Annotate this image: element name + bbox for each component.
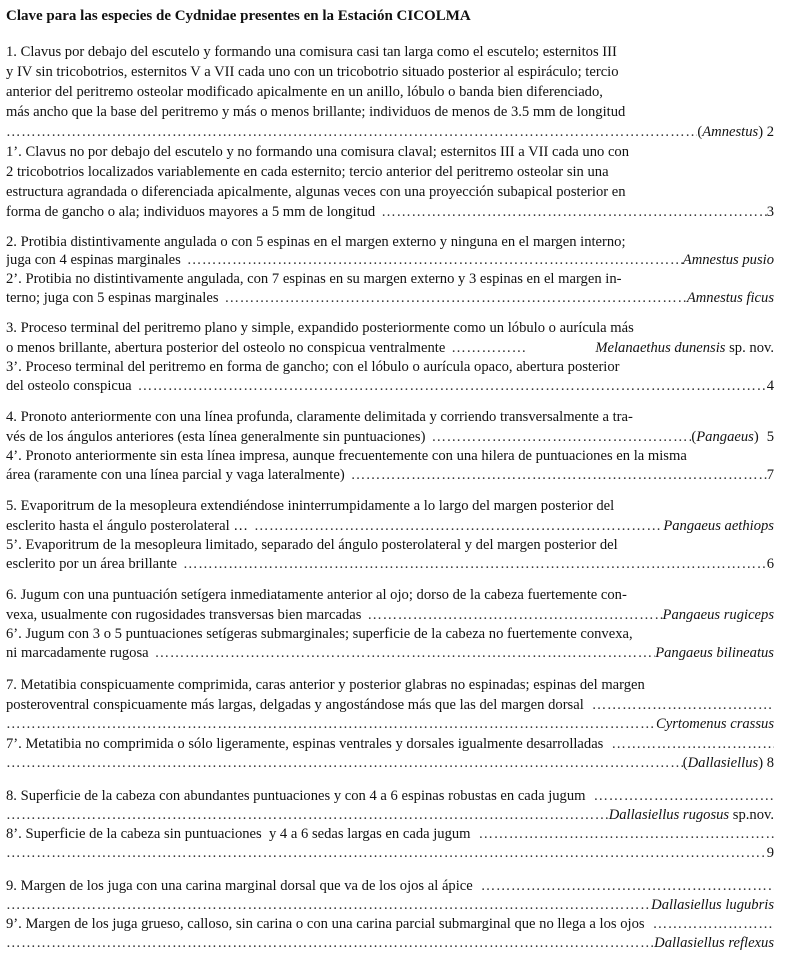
couplet-1-alt-line-1: 1’. Clavus no por debajo del escutelo y no formando una comisura claval; esternitos III a VII cada uno con (6, 144, 630, 160)
couplet-4-result: vés de los ángulos anteriores (esta línea generalmente sin puntuaciones) ………………………………………………………………………………………………………………………………………………………………………………………………………………………………………………………………… (Pangaeus) 5 (6, 427, 774, 447)
couplet-8-taxon: Dallasiellus rugosus (608, 807, 730, 823)
couplet-7-alt-taxon: Dallasiellus (687, 755, 759, 771)
couplet-1-alt-goto: 3 (766, 204, 774, 220)
couplet-1-line-2: y IV sin tricobotrios, esternitos V a VII cada uno con un tricobotrio situado posterior al espiráculo; tercio (6, 64, 619, 80)
couplet-5-alt-line-1: 5’. Evaporitrum de la mesopleura limitado, separado del ángulo posterolateral y del margen posterior del (6, 537, 618, 553)
couplet-5-alt-line-2: esclerito por un área brillante (6, 556, 177, 572)
couplet-9-alt-line-1: 9’. Margen de los juga grueso, calloso, sin carina o con una carina parcial submarginal que no llega a los ojos (6, 916, 645, 932)
couplet-8-result (6, 805, 774, 825)
couplet-9-line-1: 9. Margen de los juga con una carina marginal dorsal que va de los ojos al ápice (6, 878, 473, 894)
couplet-9-result (6, 895, 774, 915)
couplet-5-line-2: esclerito hasta el ángulo posterolateral … (6, 518, 248, 534)
couplet-3-suffix: sp. nov. (725, 340, 774, 356)
couplet-9-alt-line-1-row (6, 914, 774, 934)
couplet-8-alt-line-1-row (6, 824, 774, 844)
couplet-9-line-1-row (6, 876, 774, 896)
couplet-1-taxon: Amnestus (702, 124, 759, 140)
couplet-2-alt-line-2: terno; juga con 5 espinas marginales (6, 290, 219, 306)
couplet-2-alt-line-1: 2’. Protibia no distintivamente angulada, con 7 espinas en su margen externo y 3 espinas en el margen in- (6, 271, 622, 287)
couplet-6-result (6, 605, 774, 625)
couplet-1-alt-line-3: estructura agrandada o diferenciada apicalmente, algunas veces con una proyección subapical posterior en (6, 184, 626, 200)
couplet-6-alt-taxon: Pangaeus bilineatus (655, 645, 774, 661)
couplet-6-alt-result (6, 643, 774, 663)
couplet-5-taxon: Pangaeus aethiops (663, 518, 774, 534)
couplet-3-line-1: 3. Proceso terminal del peritremo plano y simple, expandido posteriormente como un lóbulo o aurícula más (6, 320, 634, 336)
couplet-2-result (6, 250, 774, 270)
couplet-8-line-1: 8. Superficie de la cabeza con abundantes puntuaciones y con 4 a 6 espinas robustas en cada jugum (6, 788, 586, 804)
couplet-2-taxon: Amnestus pusio (682, 252, 774, 268)
couplet-6-line-1: 6. Jugum con una puntuación setígera inmediatamente anterior al ojo; dorso de la cabeza fuertemente con- (6, 587, 627, 603)
couplet-1-line-3: anterior del peritremo osteolar modificado apicalmente en un anillo, lóbulo o banda bien diferenciado, (6, 84, 603, 100)
couplet-1-result: ………………………………………………………………………………………………………………………………………………………………………………………………………………………………………………………………… (Amnestus) 2 (6, 122, 774, 142)
couplet-3-alt-line-2: del osteolo conspicua (6, 378, 132, 394)
couplet-9-alt-taxon: Dallasiellus reflexus (654, 935, 774, 951)
couplet-4-alt-goto: 7 (766, 467, 774, 483)
couplet-2-line-2: juga con 4 espinas marginales (6, 252, 181, 268)
couplet-7-result (6, 714, 774, 734)
couplet-8-line-1-row (6, 786, 774, 806)
couplet-1-alt-line-2: 2 tricobotrios localizados variablemente en cada esternito; tercio anterior del peritremo osteolar sin una (6, 164, 609, 180)
couplet-3-alt-result (6, 376, 774, 396)
couplet-7-line-1: 7. Metatibia conspicuamente comprimida, caras anterior y posterior glabras no espinadas; espinas del margen (6, 677, 645, 693)
couplet-7-taxon: Cyrtomenus crassus (656, 716, 774, 732)
couplet-7-alt-goto: 8 (766, 755, 774, 771)
couplet-4-goto: 5 (766, 429, 774, 445)
document-title: Clave para las especies de Cydnidae presentes en la Estación CICOLMA (6, 8, 471, 24)
couplet-4-line-1: 4. Pronoto anteriormente con una línea profunda, claramente delimitada y corriendo transversalmente a tra- (6, 409, 633, 425)
couplet-3-line-2: o menos brillante, abertura posterior del osteolo no conspicua ventralmente (6, 340, 446, 356)
couplet-1-alt-line-4: forma de gancho o ala; individuos mayores a 5 mm de longitud (6, 204, 376, 220)
couplet-8-alt-goto: 9 (766, 845, 774, 861)
couplet-3-taxon: Melanaethus dunensis (595, 340, 726, 356)
couplet-3-alt-goto: 4 (766, 378, 774, 394)
couplet-7-line-2: posteroventral conspicuamente más largas, delgadas y angostándose más que las del margen dorsal (6, 697, 584, 713)
couplet-6-alt-line-2: ni marcadamente rugosa (6, 645, 149, 661)
couplet-2-alt-taxon: Amnestus ficus (686, 290, 774, 306)
couplet-2-alt-result (6, 288, 774, 308)
couplet-4-alt-result (6, 465, 774, 485)
couplet-7-line-2-row (6, 695, 774, 715)
couplet-7-alt-line-1-row (6, 734, 774, 754)
couplet-4-alt-line-1: 4’. Pronoto anteriormente sin esta línea impresa, aunque frecuentemente con una hilera de puntuaciones en la misma (6, 448, 687, 464)
couplet-9-alt-result (6, 933, 774, 953)
couplet-6-taxon: Pangaeus rugiceps (662, 607, 774, 623)
couplet-2-line-1: 2. Protibia distintivamente angulada o con 5 espinas en el margen externo y ninguna en el margen interno; (6, 234, 626, 250)
couplet-5-result (6, 516, 774, 536)
couplet-6-alt-line-1: 6’. Jugum con 3 o 5 puntuaciones setígeras submarginales; superficie de la cabeza no fuertemente convexa, (6, 626, 633, 642)
couplet-3-result (6, 338, 774, 358)
couplet-6-line-2: vexa, usualmente con rugosidades transversas bien marcadas (6, 607, 362, 623)
couplet-7-alt-result: ………………………………………………………………………………………………………………………………………………………………………………………………………………………………………………………………… (Dallasiellus) 8 (6, 753, 774, 773)
couplet-8-alt-result (6, 843, 774, 863)
couplet-5-alt-goto: 6 (766, 556, 774, 572)
couplet-4-alt-line-2: área (raramente con una línea parcial y vaga lateralmente) (6, 467, 345, 483)
couplet-1-goto: 2 (766, 124, 774, 140)
couplet-3-alt-line-1: 3’. Proceso terminal del peritremo en forma de gancho; con el lóbulo o aurícula opaco, abertura posterior (6, 359, 620, 375)
couplet-1-alt-result (6, 202, 774, 222)
couplet-5-line-1: 5. Evaporitrum de la mesopleura extendiéndose ininterrumpidamente a lo largo del margen posterior del (6, 498, 615, 514)
couplet-1-line-1: 1. Clavus por debajo del escutelo y formando una comisura casi tan larga como el escutelo; esternitos III (6, 44, 617, 60)
couplet-1-line-4: más ancho que la base del peritremo y más o menos brillante; individuos de menos de 3.5 mm de longitud (6, 104, 626, 120)
couplet-5-alt-result (6, 554, 774, 574)
couplet-4-taxon: Pangaeus (696, 429, 754, 445)
couplet-4-line-2: vés de los ángulos anteriores (esta línea generalmente sin puntuaciones) (6, 429, 426, 445)
couplet-7-alt-line-1: 7’. Metatibia no comprimida o sólo ligeramente, espinas ventrales y dorsales igualmente desarrolladas (6, 736, 604, 752)
couplet-8-suffix: sp.nov. (729, 807, 774, 823)
couplet-9-taxon: Dallasiellus lugubris (651, 897, 774, 913)
couplet-8-alt-line-1: 8’. Superficie de la cabeza sin puntuaciones y 4 a 6 sedas largas en cada jugum (6, 826, 471, 842)
